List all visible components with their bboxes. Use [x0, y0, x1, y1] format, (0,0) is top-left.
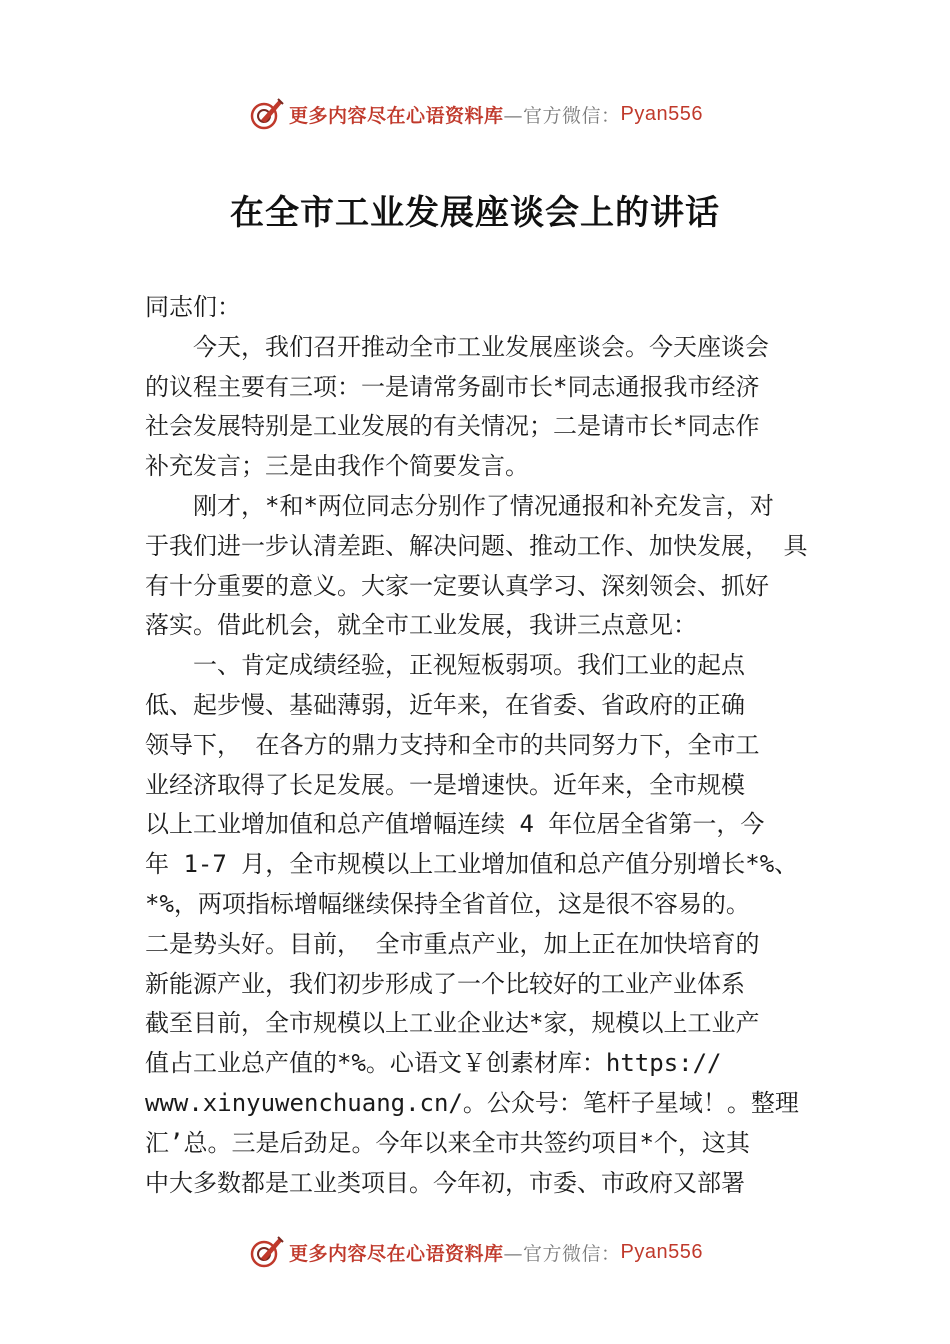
body-line: 落实。借此机会，就全市工业发展，我讲三点意见： [145, 611, 697, 640]
header-watermark-banner [0, 94, 950, 134]
body-line: 低、起步慢、基础薄弱，近年来，在省委、省政府的正确 [145, 690, 745, 719]
body-line: www.xinyuwenchuang.cn/。公众号：笔杆子星域！。整理 [145, 1088, 799, 1117]
banner-text-id: Pyan556 [620, 1240, 703, 1263]
footer-watermark-banner [0, 1232, 950, 1272]
document-title: 在全市工业发展座谈会上的讲话 [230, 193, 720, 233]
banner-text-wechat: —官方微信： [503, 104, 621, 127]
body-line: 的议程主要有三项：一是请常务副市长*同志通报我市经济 [145, 372, 760, 401]
body-line: 补充发言；三是由我作个简要发言。 [145, 452, 529, 481]
document-body [145, 288, 810, 1203]
body-line: 中大多数都是工业类项目。今年初，市委、市政府又部署 [145, 1168, 745, 1197]
body-line: 刚才，*和*两位同志分别作了情况通报和补充发言，对 [145, 491, 774, 520]
body-line: 新能源产业，我们初步形成了一个比较好的工业产业体系 [145, 969, 745, 998]
body-line: 值占工业总产值的*%。心语文￥创素材库：https:// [145, 1049, 722, 1078]
body-line: 一、肯定成绩经验，正视短板弱项。我们工业的起点 [145, 651, 745, 680]
body-line: 于我们进一步认清差距、解决问题、推动工作、加快发展， 具 [145, 531, 808, 560]
banner-text-main: 更多内容尽在心语资料库 [289, 104, 504, 127]
body-line: *%，两项指标增幅继续保持全省首位，这是很不容易的。 [145, 889, 750, 918]
banner-text-main: 更多内容尽在心语资料库 [289, 1242, 504, 1265]
body-line: 领导下， 在各方的鼎力支持和全市的共同努力下，全市工 [145, 730, 760, 759]
body-line: 同志们： [145, 293, 241, 321]
quill-seal-logo-icon [247, 94, 287, 134]
quill-seal-logo-icon [247, 1232, 287, 1272]
body-line: 今天，我们召开推动全市工业发展座谈会。今天座谈会 [145, 332, 769, 361]
banner-text-id: Pyan556 [620, 102, 703, 125]
body-line: 业经济取得了长足发展。一是增速快。近年来，全市规模 [145, 770, 745, 799]
body-line: 社会发展特别是工业发展的有关情况；二是请市长*同志作 [145, 412, 760, 441]
banner-text-wechat: —官方微信： [503, 1242, 621, 1265]
body-line: 二是势头好。目前， 全市重点产业，加上正在加快培育的 [145, 929, 760, 958]
body-line: 年 1-7 月，全市规模以上工业增加值和总产值分别增长*%、 [145, 850, 799, 879]
body-line: 有十分重要的意义。大家一定要认真学习、深刻领会、抓好 [145, 571, 769, 600]
body-line: 以上工业增加值和总产值增幅连续 4 年位居全省第一，今 [145, 810, 765, 839]
body-line: 截至目前，全市规模以上工业企业达*家，规模以上工业产 [145, 1009, 760, 1038]
body-line: 汇’总。三是后劲足。今年以来全市共签约项目*个，这其 [145, 1128, 750, 1157]
